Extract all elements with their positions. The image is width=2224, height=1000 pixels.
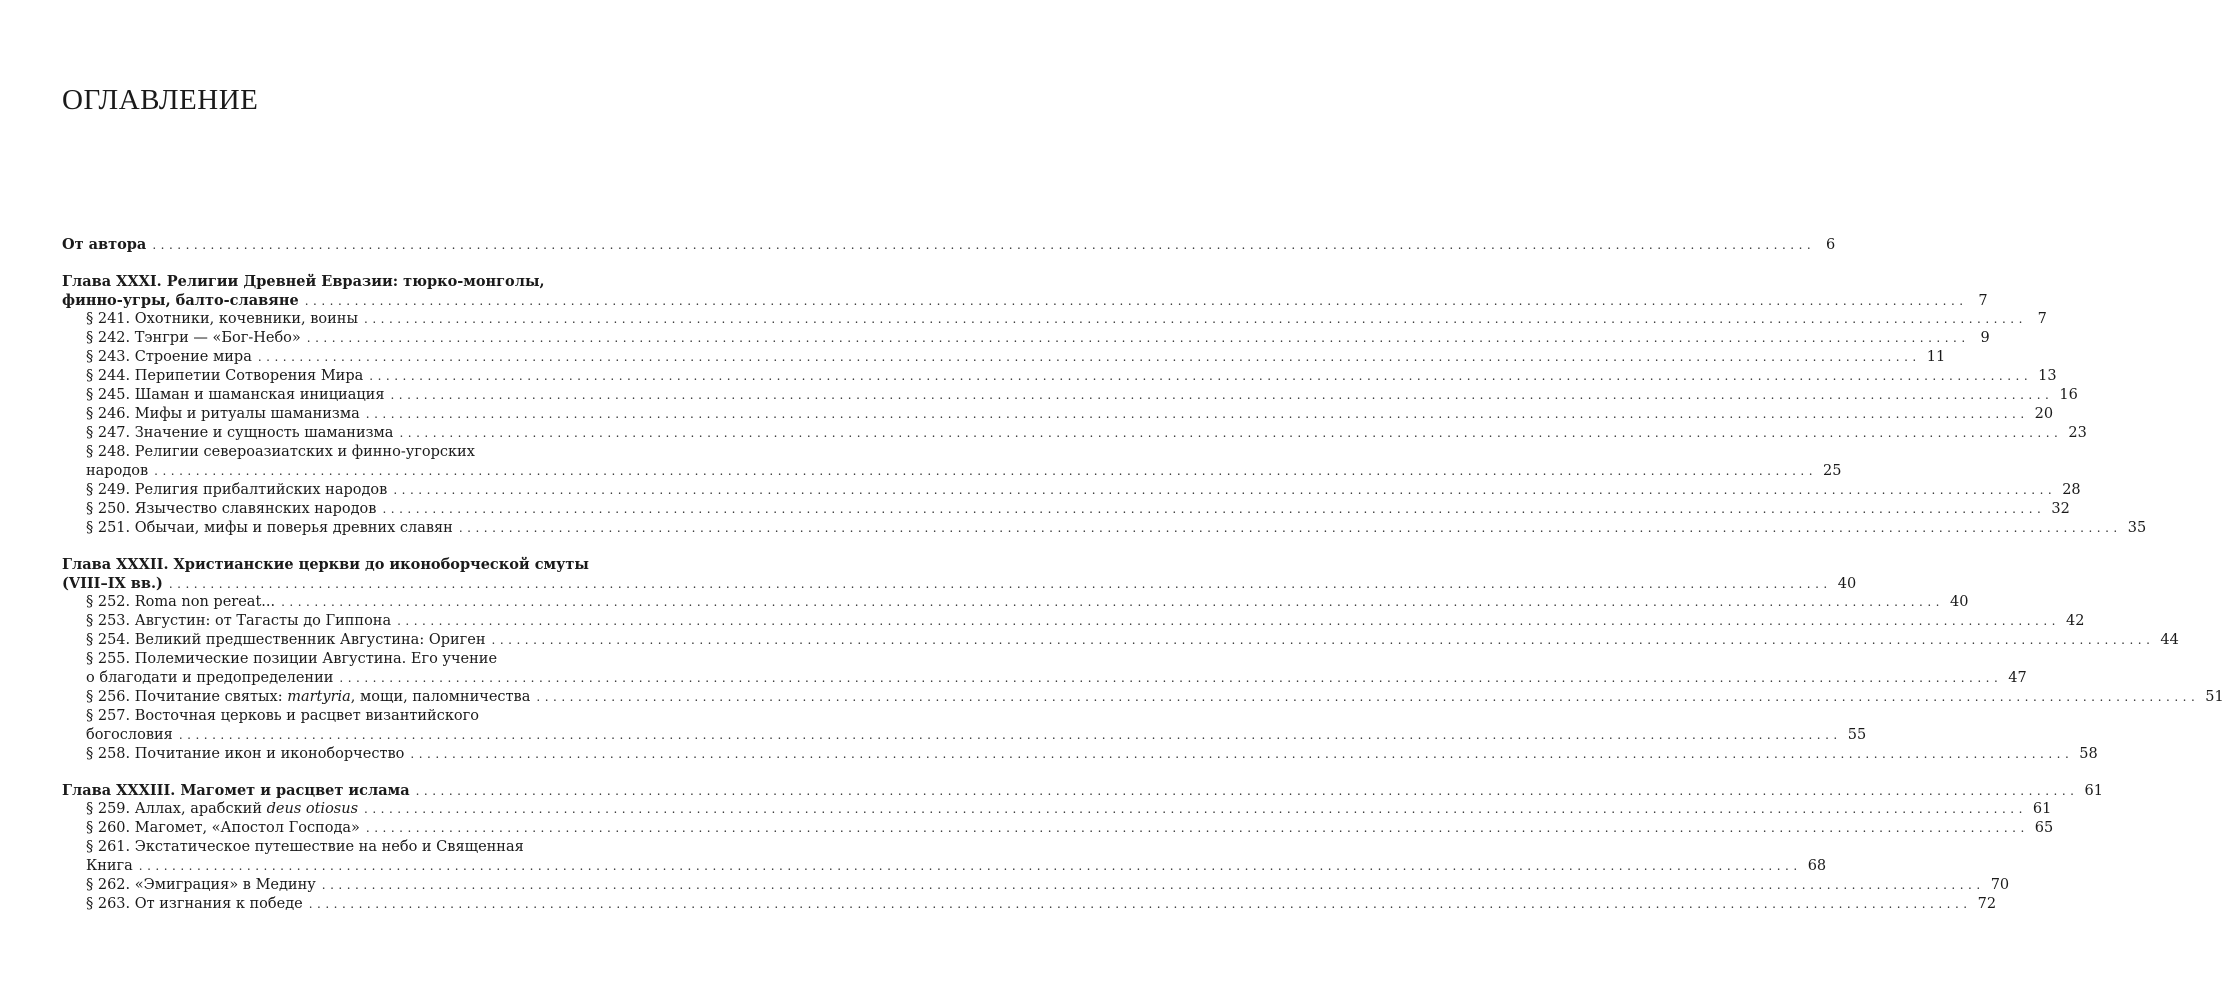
toc-entry-261[interactable] [62, 857, 1827, 876]
toc-entry-chapter-33[interactable] [62, 781, 2103, 800]
toc-entry-261-line1[interactable]: § 261. Экстатическое путешествие на небо и Священная [86, 839, 524, 855]
toc-entry-text [86, 800, 358, 819]
dot-leader: ........................................................................................................................................................................................................ [491, 633, 2155, 647]
dot-leader: ........................................................................................................................................................................................................ [308, 897, 1972, 911]
toc-entry-author[interactable] [62, 235, 1836, 254]
toc-page-number: 70 [1990, 877, 2010, 893]
toc-page-number: 68 [1807, 858, 1827, 874]
toc-entry-262[interactable] [62, 876, 2010, 895]
dot-leader: ........................................................................................................................................................................................................ [154, 464, 1818, 478]
toc-page-number: 61 [2084, 783, 2103, 799]
toc-entry-text-suffix: , мощи, паломничества [350, 689, 531, 705]
toc-entry-251[interactable] [62, 519, 2147, 538]
toc-page-number: 7 [1978, 293, 1988, 309]
toc-entry-text: Книга [86, 858, 133, 874]
toc-entry-text: § 251. Обычаи, мифы и поверья древних славян [86, 520, 453, 536]
toc-entry-text-prefix: § 256. Почитание святых: [86, 689, 288, 705]
toc-entry-text: § 247. Значение и сущность шаманизма [86, 425, 394, 441]
toc-entry-257-line1[interactable]: § 257. Восточная церковь и расцвет византийского [86, 708, 479, 724]
toc-entry-243[interactable] [62, 348, 1946, 367]
toc-page-number: 65 [2034, 820, 2054, 836]
toc-entry-259[interactable] [62, 800, 2052, 819]
toc-entry-text: § 249. Религия прибалтийских народов [86, 482, 388, 498]
toc-entry-text: Глава XXXIII. Магомет и расцвет ислама [62, 782, 410, 799]
dot-leader: ........................................................................................................................................................................................................ [397, 614, 2060, 628]
toc-page-number: 35 [2127, 520, 2147, 536]
dot-leader: ........................................................................................................................................................................................................ [365, 407, 2029, 421]
dot-leader: ........................................................................................................................................................................................................ [257, 350, 1921, 364]
toc-page-number: 23 [2068, 425, 2087, 441]
dot-leader: ........................................................................................................................................................................................................ [178, 728, 1842, 742]
toc-page-number: 11 [1926, 349, 1946, 365]
toc-entry-text: о благодати и предопределении [86, 670, 334, 686]
toc-page-number: 44 [2160, 632, 2179, 648]
toc-entry-text: § 243. Строение мира [86, 349, 252, 365]
toc-page-number: 55 [1847, 727, 1867, 743]
toc-entry-248[interactable] [62, 462, 1842, 481]
toc-entry-text: § 253. Августин: от Тагасты до Гиппона [86, 613, 392, 629]
toc-entry-text [86, 688, 530, 707]
toc-entry-258[interactable] [62, 745, 2098, 764]
toc-entry-text: § 246. Мифы и ритуалы шаманизма [86, 406, 360, 422]
toc-entry-text-italic: martyria [287, 689, 351, 705]
toc-entry-chapter-32[interactable] [62, 574, 1857, 593]
toc-page-number: 6 [1825, 237, 1836, 253]
toc-entry-text: § 262. «Эмиграция» в Медину [86, 877, 316, 893]
toc-page-number: 32 [2051, 501, 2070, 517]
toc-page-number: 9 [1980, 330, 1990, 346]
dot-leader: ........................................................................................................................................................................................................ [382, 502, 2046, 516]
toc-entry-text: § 244. Перипетии Сотворения Мира [86, 368, 364, 384]
toc-entry-250[interactable] [62, 500, 2070, 519]
toc-entry-257[interactable] [62, 726, 1867, 745]
toc-page-number: 20 [2034, 406, 2054, 422]
toc-page-number: 61 [2032, 801, 2052, 817]
toc-page-number: 40 [1837, 576, 1857, 592]
toc-page-number: 47 [2008, 670, 2027, 686]
toc-page-number: 13 [2038, 368, 2057, 384]
dot-leader: ........................................................................................................................................................................................................ [321, 878, 1985, 892]
toc-entry-text: народов [86, 463, 149, 479]
dot-leader: ........................................................................................................................................................................................................ [365, 821, 2029, 835]
toc-entry-249[interactable] [62, 481, 2081, 500]
dot-leader: ........................................................................................................................................................................................................ [168, 577, 1832, 591]
toc-entry-253[interactable] [62, 612, 2085, 631]
toc-entry-245[interactable] [62, 386, 2078, 405]
toc-entry-252[interactable] [62, 593, 1969, 612]
dot-leader: ........................................................................................................................................................................................................ [393, 483, 2057, 497]
toc-entry-260[interactable] [62, 819, 2054, 838]
table-of-contents [62, 235, 2224, 914]
toc-entry-241[interactable] [62, 310, 2047, 329]
toc-page-number: 25 [1823, 463, 1842, 479]
toc-page-number: 28 [2062, 482, 2081, 498]
toc-entry-text: § 250. Язычество славянских народов [86, 501, 377, 517]
dot-leader: ........................................................................................................................................................................................................ [364, 312, 2027, 326]
dot-leader: ........................................................................................................................................................................................................ [399, 426, 2063, 440]
toc-page-number: 72 [1977, 896, 1997, 912]
toc-entry-254[interactable] [62, 631, 2179, 650]
dot-leader: ........................................................................................................................................................................................................ [306, 331, 1970, 345]
chapter-31-heading-line1[interactable]: Глава XXXI. Религии Древней Евразии: тюрко-монголы, [62, 273, 545, 290]
dot-leader: ........................................................................................................................................................................................................ [415, 784, 2079, 798]
toc-entry-text-prefix: § 259. Аллах, арабский [86, 801, 267, 817]
toc-entry-255-line1[interactable]: § 255. Полемические позиции Августина. Его учение [86, 651, 498, 667]
toc-entry-263[interactable] [62, 895, 1997, 914]
toc-entry-text: От автора [62, 236, 147, 253]
toc-entry-text-italic: deus otiosus [266, 801, 359, 817]
dot-leader: ........................................................................................................................................................................................................ [410, 747, 2074, 761]
toc-entry-text: § 258. Почитание икон и иконоборчество [86, 746, 405, 762]
toc-page-number: 51 [2205, 689, 2224, 705]
toc-entry-text: финно-угры, балто-славяне [62, 292, 299, 309]
toc-entry-248-line1[interactable]: § 248. Религии североазиатских и финно-угорских [86, 444, 475, 460]
dot-leader: ........................................................................................................................................................................................................ [281, 595, 1944, 609]
toc-entry-chapter-31[interactable] [62, 291, 1988, 310]
toc-page-number: 16 [2059, 387, 2078, 403]
dot-leader: ........................................................................................................................................................................................................ [339, 671, 2003, 685]
toc-page-number: 58 [2079, 746, 2098, 762]
dot-leader: ........................................................................................................................................................................................................ [369, 369, 2033, 383]
page-title: ОГЛАВЛЕНИЕ [62, 84, 259, 116]
toc-entry-text: § 245. Шаман и шаманская инициация [86, 387, 385, 403]
dot-leader: ........................................................................................................................................................................................................ [458, 521, 2122, 535]
toc-entry-255[interactable] [62, 669, 2027, 688]
dot-leader: ........................................................................................................................................................................................................ [152, 238, 1816, 252]
toc-entry-text: § 260. Магомет, «Апостол Господа» [86, 820, 360, 836]
toc-entry-247[interactable] [62, 424, 2087, 443]
toc-entry-text: (VIII–IX вв.) [62, 575, 163, 592]
dot-leader: ........................................................................................................................................................................................................ [364, 802, 2027, 816]
dot-leader: ........................................................................................................................................................................................................ [138, 859, 1802, 873]
toc-entry-text: богословия [86, 727, 173, 743]
toc-entry-text: § 263. От изгнания к победе [86, 896, 303, 912]
toc-entry-text: § 242. Тэнгри — «Бог-Небо» [86, 330, 301, 346]
toc-entry-text: § 241. Охотники, кочевники, воины [86, 311, 359, 327]
dot-leader: ........................................................................................................................................................................................................ [390, 388, 2054, 402]
toc-entry-256[interactable] [62, 688, 2224, 707]
toc-page-number: 7 [2037, 311, 2047, 327]
toc-entry-text: § 252. Roma non pereat... [86, 594, 276, 610]
dot-leader: ........................................................................................................................................................................................................ [304, 294, 1968, 308]
toc-entry-242[interactable] [62, 329, 1990, 348]
toc-page-number: 40 [1950, 594, 1969, 610]
dot-leader: ........................................................................................................................................................................................................ [536, 690, 2200, 704]
toc-entry-246[interactable] [62, 405, 2054, 424]
toc-entry-244[interactable] [62, 367, 2057, 386]
toc-entry-text: § 254. Великий предшественник Августина: Ориген [86, 632, 486, 648]
chapter-32-heading-line1[interactable]: Глава XXXII. Христианские церкви до иконоборческой смуты [62, 556, 589, 573]
toc-page-number: 42 [2066, 613, 2085, 629]
